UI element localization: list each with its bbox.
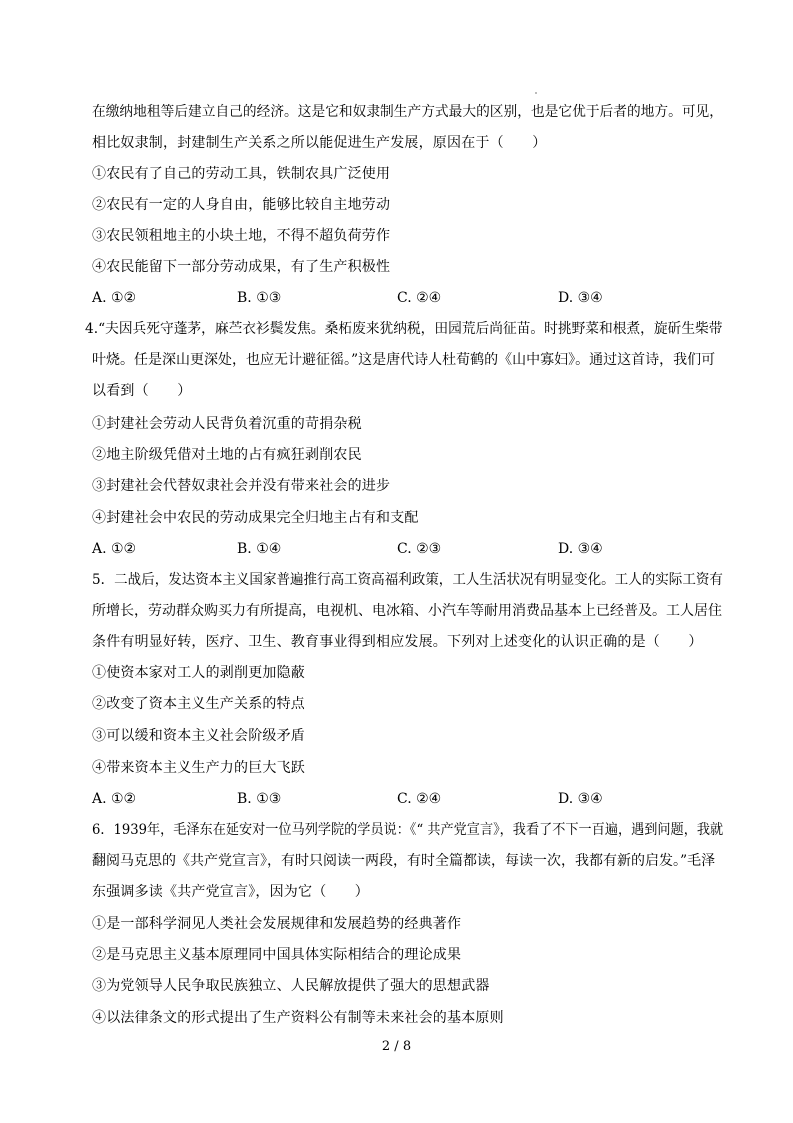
q6-text-line-2: 翻阅马克思的《共产党宣言》，有时只阅读一两段，有时全篇都读，每读一次，我都有新的启发。”毛泽	[92, 853, 716, 869]
q3-statement-3: ③农民领租地主的小块土地，不得不超负荷劳作	[92, 228, 391, 244]
q4-option-d: D. ③④	[558, 541, 603, 557]
q5-text-line-3: 条件有明显好转，医疗、卫生、教育事业得到相应发展。下列对上述变化的认识正确的是（ ）	[92, 634, 703, 650]
q3-option-d: D. ③④	[558, 290, 603, 306]
q3-option-a: A. ①②	[92, 290, 137, 306]
q5-option-d: D. ③④	[558, 791, 603, 807]
q4-options	[92, 539, 712, 559]
q5-option-a: A. ①②	[92, 791, 137, 807]
q6-statement-3: ③为党领导人民争取民族独立、人民解放提供了强大的思想武器	[92, 978, 490, 994]
q4-statement-3: ③封建社会代替奴隶社会并没有带来社会的进步	[92, 478, 391, 494]
page-number: 2 / 8	[381, 1039, 412, 1054]
q4-statement-4: ④封建社会中农民的劳动成果完全归地主占有和支配	[92, 510, 419, 526]
q3-statement-4: ④农民能留下一部分劳动成果，有了生产积极性	[92, 259, 391, 275]
q4-option-b: B. ①④	[237, 541, 282, 557]
q5-option-b: B. ①③	[237, 791, 282, 807]
q6-statement-2: ②是马克思主义基本原理同中国具体实际相结合的理论成果	[92, 947, 462, 963]
q3-options	[92, 288, 712, 308]
q4-text-line-2: 叶烧。任是深山更深处，也应无计避征徭。”这是唐代诗人杜荀鹤的《山中寡妇》。通过这首诗，我们可	[92, 352, 716, 368]
q4-text-line-1: 4.“夫因兵死守蓬茅，麻苎衣衫鬓发焦。桑柘废来犹纳税，田园荒后尚征苗。时挑野菜和根煮，旋斫生柴带	[85, 321, 723, 337]
q4-option-a: A. ①②	[92, 541, 137, 557]
q4-text-line-3: 以看到（ ）	[92, 383, 192, 399]
q5-text-line-1: 5．二战后，发达资本主义国家普遍推行高工资高福利政策，工人生活状况有明显变化。工人的实际工资有	[92, 572, 723, 588]
q4-option-c: C. ②③	[397, 541, 442, 557]
q6-statement-1: ①是一部科学洞见人类社会发展规律和发展趋势的经典著作	[92, 916, 462, 932]
q3-option-c: C. ②④	[397, 290, 442, 306]
scan-speck	[535, 92, 537, 94]
q6-statement-4: ④以法律条文的形式提出了生产资料公有制等未来社会的基本原则	[92, 1010, 504, 1026]
q6-text-line-1: 6．1939年，毛泽东在延安对一位马列学院的学员说：《“ 共产党宣言》，我看了不下一百遍，遇到问题，我就	[92, 822, 724, 838]
q6-text-line-3: 东强调多读《共产党宣言》，因为它（ ）	[92, 884, 369, 900]
q4-statement-2: ②地主阶级凭借对土地的占有疯狂剥削农民	[92, 447, 362, 463]
q3-text-line-2: 相比奴隶制，封建制生产关系之所以能促进生产发展，原因在于（ ）	[92, 135, 547, 151]
q3-option-b: B. ①③	[237, 290, 282, 306]
q4-statement-1: ①封建社会劳动人民背负着沉重的苛捐杂税	[92, 416, 362, 432]
q3-statement-1: ①农民有了自己的劳动工具，铁制农具广泛使用	[92, 166, 391, 182]
q5-text-line-2: 所增长，劳动群众购买力有所提高，电视机、电冰箱、小汽车等耐用消费品基本上已经普及。工人居住	[92, 603, 722, 619]
q5-options	[92, 789, 712, 809]
q5-option-c: C. ②④	[397, 791, 442, 807]
q5-statement-4: ④带来资本主义生产力的巨大飞跃	[92, 760, 305, 776]
q5-statement-1: ①使资本家对工人的剥削更加隐蔽	[92, 665, 305, 681]
q3-text-line-1: 在缴纳地租等后建立自己的经济。这是它和奴隶制生产方式最大的区别，也是它优于后者的地方。可见，	[92, 104, 723, 120]
q5-statement-3: ③可以缓和资本主义社会阶级矛盾	[92, 728, 305, 744]
q5-statement-2: ②改变了资本主义生产关系的特点	[92, 696, 305, 712]
q3-statement-2: ②农民有一定的人身自由，能够比较自主地劳动	[92, 197, 391, 213]
